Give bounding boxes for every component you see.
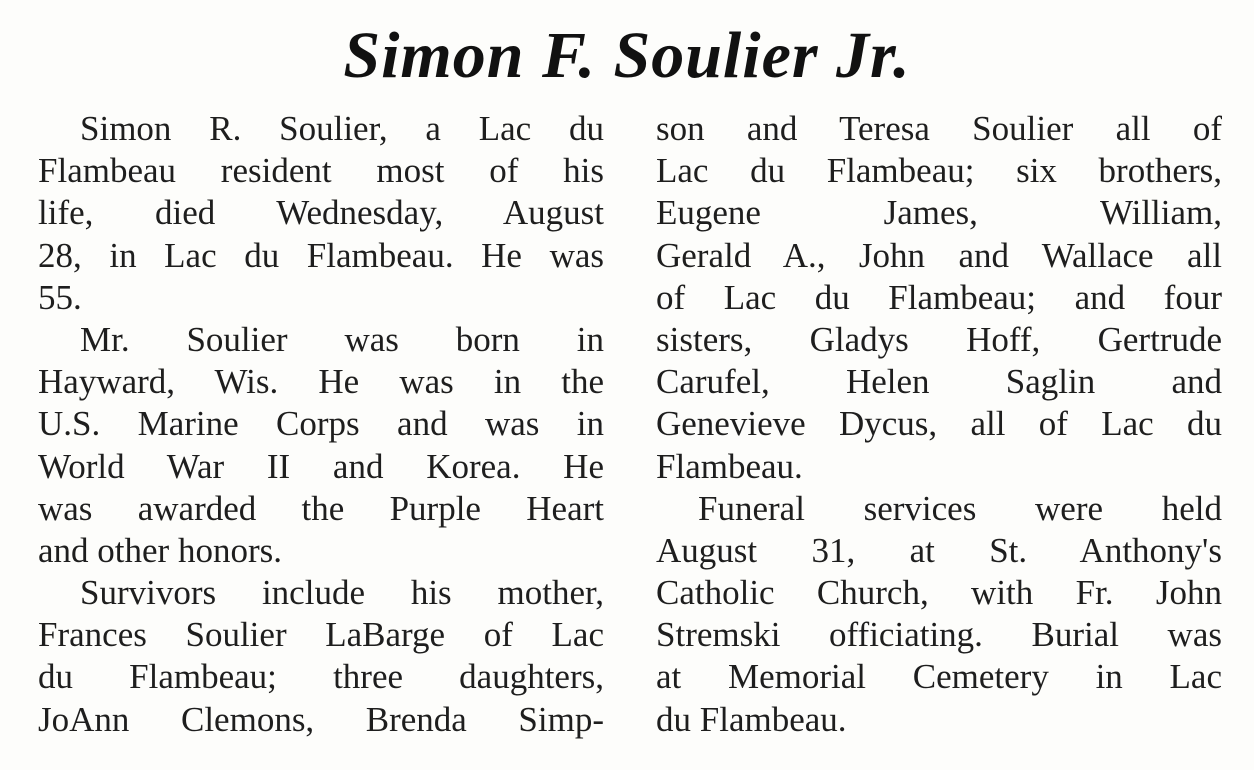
text-line: and other honors. bbox=[38, 530, 282, 570]
text-line: Survivors include his mother, bbox=[80, 573, 604, 613]
text-line: Funeral services were held bbox=[698, 488, 1222, 528]
text-line: of Lac du Flambeau; and four bbox=[656, 277, 1222, 317]
right-column bbox=[656, 108, 1222, 741]
text-line: Eugene James, William, bbox=[656, 193, 1222, 233]
text-line: Gerald A., John and Wallace all bbox=[656, 235, 1222, 275]
text-line: Flambeau resident most of his bbox=[38, 151, 604, 191]
text-line: August 31, at St. Anthony's bbox=[656, 530, 1222, 570]
text-line: 55. bbox=[38, 277, 82, 317]
text-line: at Memorial Cemetery in Lac bbox=[656, 657, 1222, 697]
text-line: U.S. Marine Corps and was in bbox=[38, 404, 604, 444]
text-line: 28, in Lac du Flambeau. He was bbox=[38, 235, 604, 275]
text-line: Carufel, Helen Saglin and bbox=[656, 362, 1222, 402]
text-line: sisters, Gladys Hoff, Gertrude bbox=[656, 319, 1222, 359]
text-line: Stremski officiating. Burial was bbox=[656, 615, 1222, 655]
text-line: du Flambeau. bbox=[656, 699, 847, 739]
text-line: du Flambeau; three daughters, bbox=[38, 657, 604, 697]
text-line: Simon R. Soulier, a Lac du bbox=[80, 109, 604, 148]
text-line: Frances Soulier LaBarge of Lac bbox=[38, 615, 604, 655]
text-line: Genevieve Dycus, all of Lac du bbox=[656, 404, 1222, 444]
text-line: son and Teresa Soulier all of bbox=[656, 109, 1222, 148]
text-line: life, died Wednesday, August bbox=[38, 193, 604, 233]
text-line: Flambeau. bbox=[656, 446, 803, 486]
text-line: Catholic Church, with Fr. John bbox=[656, 573, 1222, 613]
text-line: JoAnn Clemons, Brenda Simp- bbox=[38, 699, 604, 739]
obituary-headline: Simon F. Soulier Jr. bbox=[343, 19, 911, 92]
text-line: World War II and Korea. He bbox=[38, 446, 604, 486]
text-line: was awarded the Purple Heart bbox=[38, 488, 604, 528]
left-column bbox=[38, 108, 604, 741]
text-line: Mr. Soulier was born in bbox=[80, 319, 604, 359]
text-line: Lac du Flambeau; six brothers, bbox=[656, 151, 1222, 191]
text-line: Hayward, Wis. He was in the bbox=[38, 362, 604, 402]
